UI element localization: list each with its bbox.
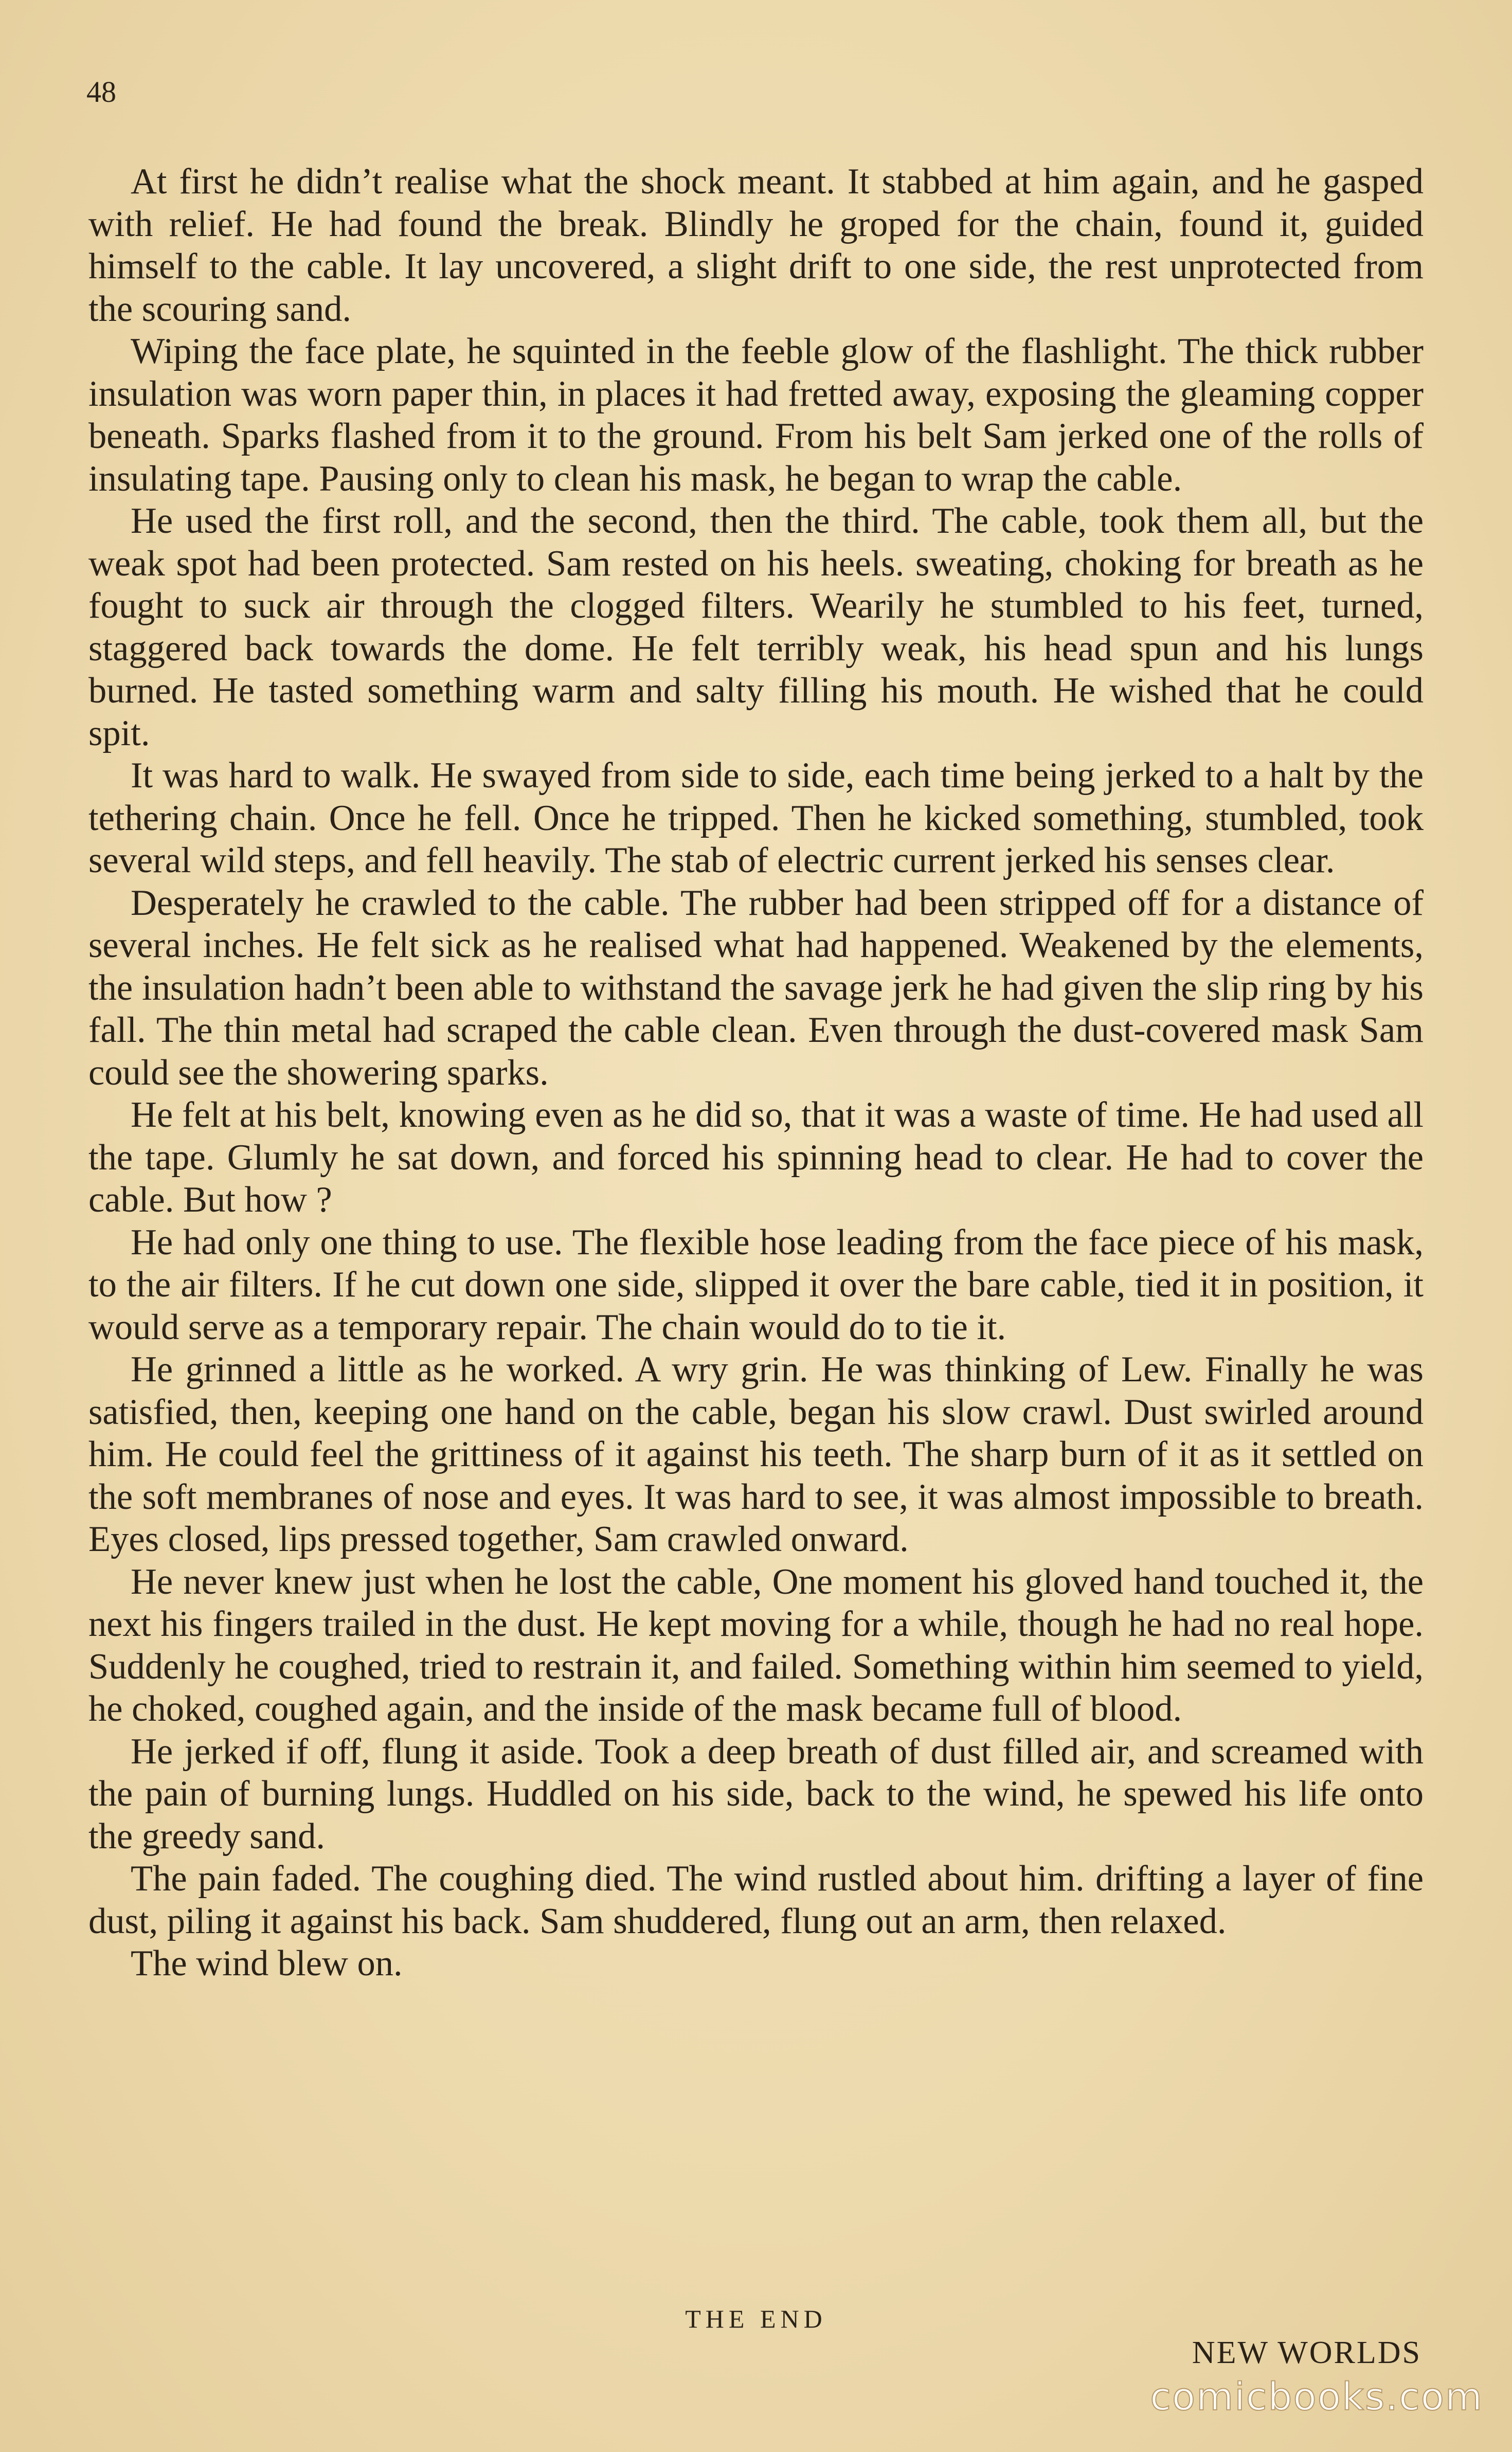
- magazine-name: NEW WORLDS: [1192, 2335, 1421, 2370]
- paragraph: He had only one thing to use. The flexible hose leading from the face piece of his mask, to the air filters. If he cut down one side, slipped it over the bare cable, tied it in position, it would serve as a temporary repair. The chain would do to tie it.: [88, 1222, 1424, 1347]
- paragraph: He used the first roll, and the second, then the third. The cable, took them all, but the weak spot had been protected. Sam rested on his heels. sweating, choking for breath as he fought to suck air through the clogged filters. Wearily he stumbled to his feet, turned, staggered back towards the dome. He felt terribly weak, his head spun and his lungs burned. He tasted something warm and salty filling his mouth. He wished that he could spit.: [88, 501, 1424, 753]
- paragraph: He never knew just when he lost the cable, One moment his gloved hand touched it, the next his fingers trailed in the dust. He kept moving for a while, though he had no real hope. Suddenly he coughed, tried to restrain it, and failed. Something within him seemed to yield, he choked, coughed again, and the inside of the mask became full of blood.: [88, 1561, 1424, 1729]
- paragraph: The wind blew on.: [131, 1943, 403, 1984]
- paragraph: He felt at his belt, knowing even as he did so, that it was a waste of time. He had used all the tape. Glumly he sat down, and forced his spinning head to clear. He had to cover the cable. But how ?: [88, 1095, 1424, 1220]
- page-number: 48: [86, 75, 116, 109]
- paragraph: Wiping the face plate, he squinted in the feeble glow of the flashlight. The thick rubber insulation was worn paper thin, in places it had fretted away, exposing the gleaming copper beneath. Sparks flashed from it to the ground. From his belt Sam jerked one of the rolls of insulating tape. Pausing only to clean his mask, he began to wrap the cable.: [88, 331, 1424, 499]
- paragraph: The pain faded. The coughing died. The wind rustled about him. drifting a layer of fine dust, piling it against his back. Sam shuddered, flung out an arm, then relaxed.: [88, 1859, 1424, 1941]
- site-watermark: comicbooks.com: [1150, 2375, 1483, 2419]
- paragraph: It was hard to walk. He swayed from side to side, each time being jerked to a halt by the tethering chain. Once he fell. Once he tripped. Then he kicked something, stumbled, took several wild steps, and fell heavily. The stab of electric current jerked his senses clear.: [88, 755, 1424, 880]
- paragraph: Desperately he crawled to the cable. The rubber had been stripped off for a distance of several inches. He felt sick as he realised what had happened. Weakened by the elements, the insulation hadn’t been able to withstand the savage jerk he had given the slip ring by his fall. The thin metal had scraped the cable clean. Even through the dust-covered mask Sam could see the showering sparks.: [88, 882, 1424, 1093]
- paragraph: He grinned a little as he worked. A wry grin. He was thinking of Lew. Finally he was satisfied, then, keeping one hand on the cable, began his slow crawl. Dust swirled around him. He could feel the grittiness of it against his teeth. The sharp burn of it as it settled on the soft membranes of nose and eyes. It was hard to see, it was almost impossible to breath. Eyes closed, lips pressed together, Sam crawled onward.: [88, 1349, 1424, 1559]
- paragraph: He jerked if off, flung it aside. Took a deep breath of dust filled air, and screamed with the pain of burning lungs. Huddled on his side, back to the wind, he spewed his life onto the greedy sand.: [88, 1731, 1424, 1856]
- end-mark: THE END: [685, 2304, 827, 2333]
- story-text: [88, 160, 1424, 1985]
- paragraph: At first he didn’t realise what the shock meant. It stabbed at him again, and he gasped with relief. He had found the break. Blindly he groped for the chain, found it, guided himself to the cable. It lay uncovered, a slight drift to one side, the rest unprotected from the scouring sand.: [88, 161, 1424, 329]
